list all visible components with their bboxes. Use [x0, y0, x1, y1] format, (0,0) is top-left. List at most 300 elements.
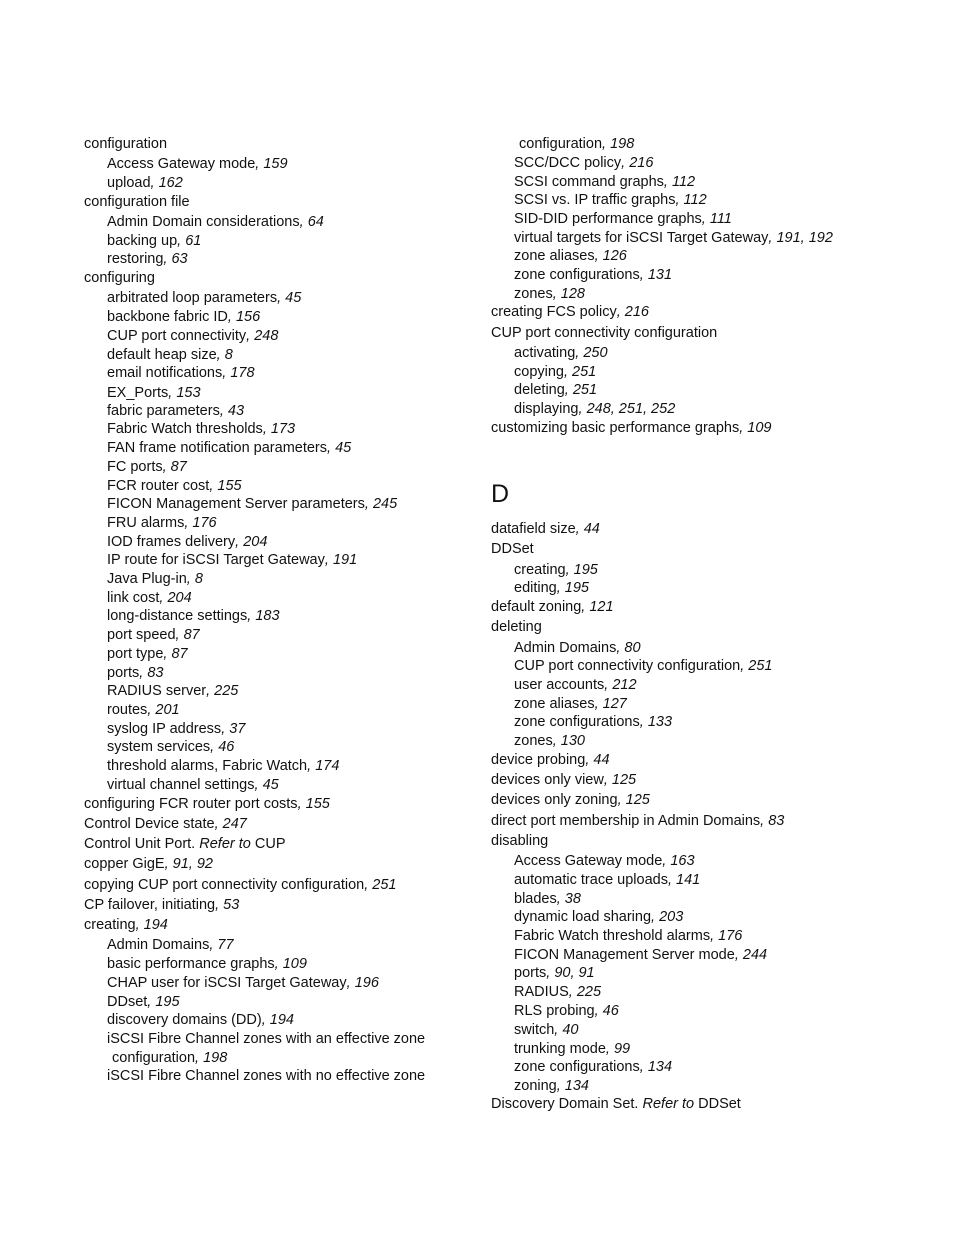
separator: ,	[556, 1078, 565, 1094]
index-subentry	[107, 232, 201, 250]
index-subentry	[514, 695, 627, 713]
index-subentry	[107, 402, 244, 420]
separator: ,	[297, 796, 306, 812]
page-number: 8	[194, 571, 203, 587]
entry-term: trunking mode	[514, 1041, 606, 1057]
index-entry	[491, 751, 610, 769]
separator: ,	[150, 175, 159, 191]
entry-term: device probing	[491, 752, 586, 768]
page-number: 38	[564, 891, 581, 907]
separator: ,	[617, 792, 626, 808]
entry-term: deleting	[491, 619, 542, 635]
entry-term: iSCSI Fibre Channel zones with no effective zone	[107, 1068, 426, 1084]
separator: ,	[209, 478, 218, 494]
entry-term: zone aliases	[514, 248, 595, 264]
index-subentry	[514, 639, 641, 657]
page-number: 173	[270, 421, 296, 437]
entry-term: zone configurations	[514, 714, 640, 730]
separator: ,	[327, 440, 336, 456]
entry-term: restoring	[107, 251, 164, 267]
entry-term: CUP port connectivity configuration	[514, 658, 741, 674]
entry-term: RLS probing	[514, 1003, 595, 1019]
index-subentry	[107, 974, 379, 992]
separator: ,	[651, 909, 660, 925]
page-number: 90, 91	[554, 965, 595, 981]
page-number: 112	[671, 174, 696, 190]
index-subentry	[107, 346, 233, 364]
separator: ,	[139, 665, 148, 681]
page-number: 8	[224, 347, 233, 363]
entry-term: syslog IP address	[107, 721, 222, 737]
separator: ,	[184, 515, 193, 531]
page-number: 183	[255, 608, 280, 624]
index-subentry	[514, 852, 695, 870]
entry-term: automatic trace uploads	[514, 872, 668, 888]
page-number: 216	[629, 155, 654, 171]
page-number: 121	[589, 599, 614, 615]
index-subentry	[514, 344, 608, 362]
entry-term: activating	[514, 345, 576, 361]
index-subentry	[514, 266, 672, 284]
index-subentry	[514, 285, 585, 303]
entry-term: DDset	[107, 994, 148, 1010]
page-number: 37	[229, 721, 246, 737]
page-number: 109	[282, 956, 307, 972]
page-number: 46	[602, 1003, 619, 1019]
entry-term: FC ports	[107, 459, 163, 475]
separator: ,	[554, 1022, 563, 1038]
index-entry	[84, 835, 286, 853]
page-number: 159	[263, 156, 288, 172]
entry-term: creating	[514, 562, 566, 578]
separator: ,	[568, 984, 577, 1000]
index-subentry	[514, 381, 597, 399]
entry-term: Java Plug-in	[107, 571, 187, 587]
entry-term: configuring FCR router port costs	[84, 796, 298, 812]
entry-term: Admin Domains	[107, 937, 210, 953]
entry-term: zones	[514, 286, 553, 302]
index-entry	[491, 791, 650, 809]
page-number: 203	[659, 909, 684, 925]
page-number: 198	[610, 136, 635, 152]
entry-term: user accounts	[514, 677, 605, 693]
entry-term: direct port membership in Admin Domains	[491, 813, 761, 829]
page-number: 44	[583, 521, 600, 537]
separator: ,	[210, 739, 219, 755]
separator: ,	[206, 683, 215, 699]
separator: ,	[247, 608, 256, 624]
index-subentry	[107, 1067, 425, 1085]
separator: ,	[168, 385, 177, 401]
page-number: 163	[670, 853, 695, 869]
separator: ,	[616, 304, 625, 320]
index-subentry	[107, 701, 180, 719]
separator: ,	[221, 721, 230, 737]
index-subentry	[514, 363, 596, 381]
index-subentry	[107, 1030, 425, 1048]
entry-term: RADIUS	[514, 984, 569, 1000]
index-subentry	[514, 890, 581, 908]
entry-term: datafield size	[491, 521, 576, 537]
page-number: 212	[612, 677, 637, 693]
entry-term: zone configurations	[514, 267, 640, 283]
page-number: 251	[748, 658, 773, 674]
index-entry	[84, 896, 239, 914]
index-subentry	[514, 210, 732, 228]
cross-ref-label: Refer to	[199, 836, 251, 852]
page-number: 127	[602, 696, 627, 712]
index-subentry	[107, 936, 234, 954]
separator: ,	[216, 347, 225, 363]
index-entry	[491, 540, 534, 558]
separator: ,	[575, 521, 584, 537]
separator: ,	[364, 496, 373, 512]
separator: ,	[594, 696, 603, 712]
page-number: 251	[372, 877, 397, 893]
entry-term: CUP port connectivity configuration	[491, 325, 718, 341]
index-subentry	[107, 213, 324, 231]
entry-term: configuration	[84, 136, 168, 152]
index-subentry	[514, 579, 589, 597]
separator: ,	[215, 897, 224, 913]
page-number: 248, 251, 252	[586, 401, 676, 417]
separator: ,	[219, 403, 228, 419]
page-number: 201	[155, 702, 180, 718]
separator: ,	[324, 552, 333, 568]
entry-term: SCSI command graphs	[514, 174, 664, 190]
page-number: 225	[576, 984, 602, 1000]
separator: ,	[565, 562, 574, 578]
separator: ,	[163, 646, 172, 662]
page-number: 156	[235, 309, 261, 325]
entry-term: blades	[514, 891, 557, 907]
entry-term: FAN frame notification parameters	[107, 440, 328, 456]
entry-term: configuration file	[84, 194, 190, 210]
page-number: 191	[332, 552, 358, 568]
separator: ,	[222, 365, 231, 381]
entry-term: Discovery Domain Set.	[491, 1096, 643, 1112]
index-subentry	[107, 551, 357, 569]
index-subentry	[107, 645, 188, 663]
entry-term: RADIUS server	[107, 683, 207, 699]
entry-term: IOD frames delivery	[107, 534, 236, 550]
page-number: 194	[269, 1012, 294, 1028]
separator: ,	[214, 816, 223, 832]
entry-term: port speed	[107, 627, 176, 643]
separator: ,	[255, 156, 264, 172]
separator: ,	[261, 1012, 270, 1028]
index-subentry	[107, 308, 260, 326]
separator: ,	[621, 155, 630, 171]
separator: ,	[564, 382, 573, 398]
page-number: 153	[176, 385, 201, 401]
entry-term: deleting	[514, 382, 565, 398]
page-number: 83	[147, 665, 164, 681]
separator: ,	[546, 965, 555, 981]
page-number: 194	[143, 917, 168, 933]
index-subentry	[107, 384, 201, 402]
entry-term: disabling	[491, 833, 549, 849]
index-entry	[491, 303, 649, 321]
entry-term: editing	[514, 580, 557, 596]
page-number: 40	[562, 1022, 579, 1038]
page-number: 45	[285, 290, 302, 306]
index-subentry	[514, 191, 707, 209]
index-subentry	[107, 174, 183, 192]
separator: ,	[605, 1041, 614, 1057]
separator: ,	[135, 917, 144, 933]
entry-term: FRU alarms	[107, 515, 185, 531]
entry-term: SID-DID performance graphs	[514, 211, 702, 227]
page-number: 204	[167, 590, 192, 606]
entry-term: Access Gateway mode	[107, 156, 256, 172]
index-subentry	[514, 871, 700, 889]
index-subentry	[107, 420, 295, 438]
separator: ,	[639, 1059, 648, 1075]
index-subentry	[112, 1049, 227, 1067]
index-subentry	[107, 993, 180, 1011]
page-number: 112	[683, 192, 707, 208]
index-entry	[84, 876, 396, 894]
page-number: 77	[217, 937, 234, 953]
cross-ref-target: CUP	[250, 836, 286, 852]
cross-ref-label: Refer to	[642, 1096, 695, 1112]
page-number: 195	[573, 562, 598, 578]
separator: ,	[602, 136, 611, 152]
separator: ,	[254, 777, 263, 793]
index-subentry	[107, 289, 301, 307]
separator: ,	[159, 590, 168, 606]
page-number: 87	[170, 459, 187, 475]
index-subentry	[514, 1002, 619, 1020]
entry-term: arbitrated loop parameters	[107, 290, 278, 306]
page-number: 196	[354, 975, 379, 991]
index-entry	[491, 618, 542, 636]
entry-term: devices only zoning	[491, 792, 618, 808]
page-number: 63	[171, 251, 188, 267]
separator: ,	[307, 758, 316, 774]
entry-term: FCR router cost	[107, 478, 210, 494]
separator: ,	[177, 233, 186, 249]
separator: ,	[760, 813, 769, 829]
index-subentry	[107, 664, 163, 682]
index-subentry	[107, 458, 187, 476]
page-number: 155	[305, 796, 330, 812]
entry-term: IP route for iSCSI Target Gateway	[107, 552, 325, 568]
index-subentry	[514, 1021, 579, 1039]
index-subentry	[107, 757, 339, 775]
page-number: 251	[572, 364, 597, 380]
page-number: 251	[572, 382, 598, 398]
separator: ,	[563, 364, 573, 380]
entry-term: switch	[514, 1022, 555, 1038]
index-subentry	[514, 732, 585, 750]
cross-ref-target: DDSet	[694, 1096, 741, 1112]
entry-term: virtual channel settings	[107, 777, 255, 793]
page-number: 126	[602, 248, 627, 264]
separator: ,	[740, 658, 749, 674]
page-number: 225	[214, 683, 239, 699]
separator: ,	[603, 772, 612, 788]
index-subentry	[514, 676, 637, 694]
page-number: 134	[647, 1059, 673, 1075]
page-number: 64	[307, 214, 324, 230]
entry-term: devices only view	[491, 772, 604, 788]
separator: ,	[299, 214, 308, 230]
page-number: 61	[185, 233, 202, 249]
separator: ,	[364, 877, 373, 893]
index-subentry	[107, 514, 217, 532]
separator: ,	[663, 174, 672, 190]
index-entry	[84, 815, 247, 833]
index-entry	[84, 269, 155, 287]
separator: ,	[147, 994, 156, 1010]
separator: ,	[701, 211, 710, 227]
page-number: 128	[560, 286, 585, 302]
separator: ,	[710, 928, 719, 944]
separator: ,	[186, 571, 195, 587]
page-number: 125	[611, 772, 637, 788]
entry-term: zoning	[514, 1078, 557, 1094]
entry-term: SCC/DCC policy	[514, 155, 622, 171]
entry-term: EX_Ports	[107, 385, 169, 401]
page-number: 91, 92	[172, 856, 213, 872]
separator: ,	[616, 640, 625, 656]
separator: ,	[667, 872, 677, 888]
entry-term: backing up	[107, 233, 178, 249]
index-subentry	[514, 247, 627, 265]
page-number: 131	[647, 267, 673, 283]
separator: ,	[639, 714, 648, 730]
entry-term: long-distance settings	[107, 608, 248, 624]
page-number: 99	[613, 1041, 631, 1057]
separator: ,	[163, 251, 172, 267]
separator: ,	[594, 248, 603, 264]
entry-term: default heap size	[107, 347, 217, 363]
page-number: 176	[192, 515, 217, 531]
entry-term: zones	[514, 733, 553, 749]
page-number: 133	[647, 714, 673, 730]
separator: ,	[604, 677, 613, 693]
index-subentry	[107, 364, 255, 382]
separator: ,	[274, 956, 283, 972]
index-entry	[491, 598, 614, 616]
index-subentry	[514, 983, 601, 1001]
index-subentry	[107, 776, 279, 794]
entry-term: fabric parameters	[107, 403, 220, 419]
index-subentry	[519, 135, 634, 153]
entry-term: CUP port connectivity	[107, 328, 247, 344]
separator: ,	[585, 752, 594, 768]
index-subentry	[514, 1077, 589, 1095]
index-subentry	[514, 173, 695, 191]
entry-term: discovery domains (DD)	[107, 1012, 262, 1028]
index-subentry	[514, 1040, 630, 1058]
index-entry	[491, 771, 636, 789]
index-entry	[491, 1095, 741, 1113]
entry-term: Fabric Watch thresholds	[107, 421, 263, 437]
page-number: 176	[718, 928, 743, 944]
entry-term: Admin Domains	[514, 640, 617, 656]
entry-term: copying CUP port connectivity configuration	[84, 877, 365, 893]
index-entry	[84, 135, 167, 153]
index-subentry	[514, 1058, 672, 1076]
entry-term: Control Unit Port.	[84, 836, 200, 852]
page-number: 134	[564, 1078, 589, 1094]
index-subentry	[107, 155, 288, 173]
entry-term: dynamic load sharing	[514, 909, 652, 925]
separator: ,	[277, 290, 286, 306]
page-number: 87	[171, 646, 188, 662]
page-number: 191, 192	[776, 230, 833, 246]
separator: ,	[552, 286, 561, 302]
entry-term: link cost	[107, 590, 160, 606]
entry-term: SCSI vs. IP traffic graphs	[514, 192, 676, 208]
page-number: 125	[625, 792, 650, 808]
entry-term: backbone fabric ID	[107, 309, 228, 325]
page-number: 46	[218, 739, 235, 755]
page-number: 83	[768, 813, 785, 829]
entry-term: displaying	[514, 401, 579, 417]
index-subentry	[107, 955, 307, 973]
index-subentry	[514, 154, 653, 172]
separator: ,	[675, 192, 684, 208]
entry-term: copper GigE	[84, 856, 165, 872]
page-number: 198	[203, 1050, 228, 1066]
separator: ,	[734, 947, 743, 963]
page-number: 130	[560, 733, 585, 749]
index-subentry	[107, 327, 278, 345]
separator: ,	[346, 975, 355, 991]
separator: ,	[552, 733, 561, 749]
entry-term: iSCSI Fibre Channel zones with an effective zone	[107, 1031, 426, 1047]
entry-term: system services	[107, 739, 211, 755]
index-subentry	[514, 946, 767, 964]
index-subentry	[107, 250, 188, 268]
page-number: 248	[254, 328, 279, 344]
index-subentry	[107, 570, 203, 588]
entry-term: zone aliases	[514, 696, 595, 712]
page-number: 53	[223, 897, 240, 913]
index-subentry	[107, 1011, 294, 1029]
entry-term: Fabric Watch threshold alarms	[514, 928, 711, 944]
index-subentry	[107, 738, 234, 756]
separator: ,	[581, 599, 590, 615]
page-number: 43	[227, 403, 245, 419]
page-number: 216	[624, 304, 649, 320]
page-number: 178	[230, 365, 255, 381]
entry-term: creating FCS policy	[491, 304, 617, 320]
entry-term: upload	[107, 175, 151, 191]
index-subentry	[107, 439, 351, 457]
page-number: 250	[583, 345, 608, 361]
index-entry	[84, 916, 168, 934]
entry-term: Admin Domain considerations	[107, 214, 300, 230]
separator: ,	[227, 309, 236, 325]
entry-term: DDSet	[491, 541, 534, 557]
index-entry	[491, 812, 784, 830]
page-number: 244	[742, 947, 768, 963]
separator: ,	[164, 856, 173, 872]
entry-term: FICON Management Server mode	[514, 947, 735, 963]
entry-term: creating	[84, 917, 136, 933]
index-subentry	[514, 713, 672, 731]
page-number: 174	[315, 758, 340, 774]
index-entry	[491, 832, 548, 850]
entry-term: Access Gateway mode	[514, 853, 663, 869]
index-subentry	[107, 607, 280, 625]
page-number: 44	[593, 752, 610, 768]
